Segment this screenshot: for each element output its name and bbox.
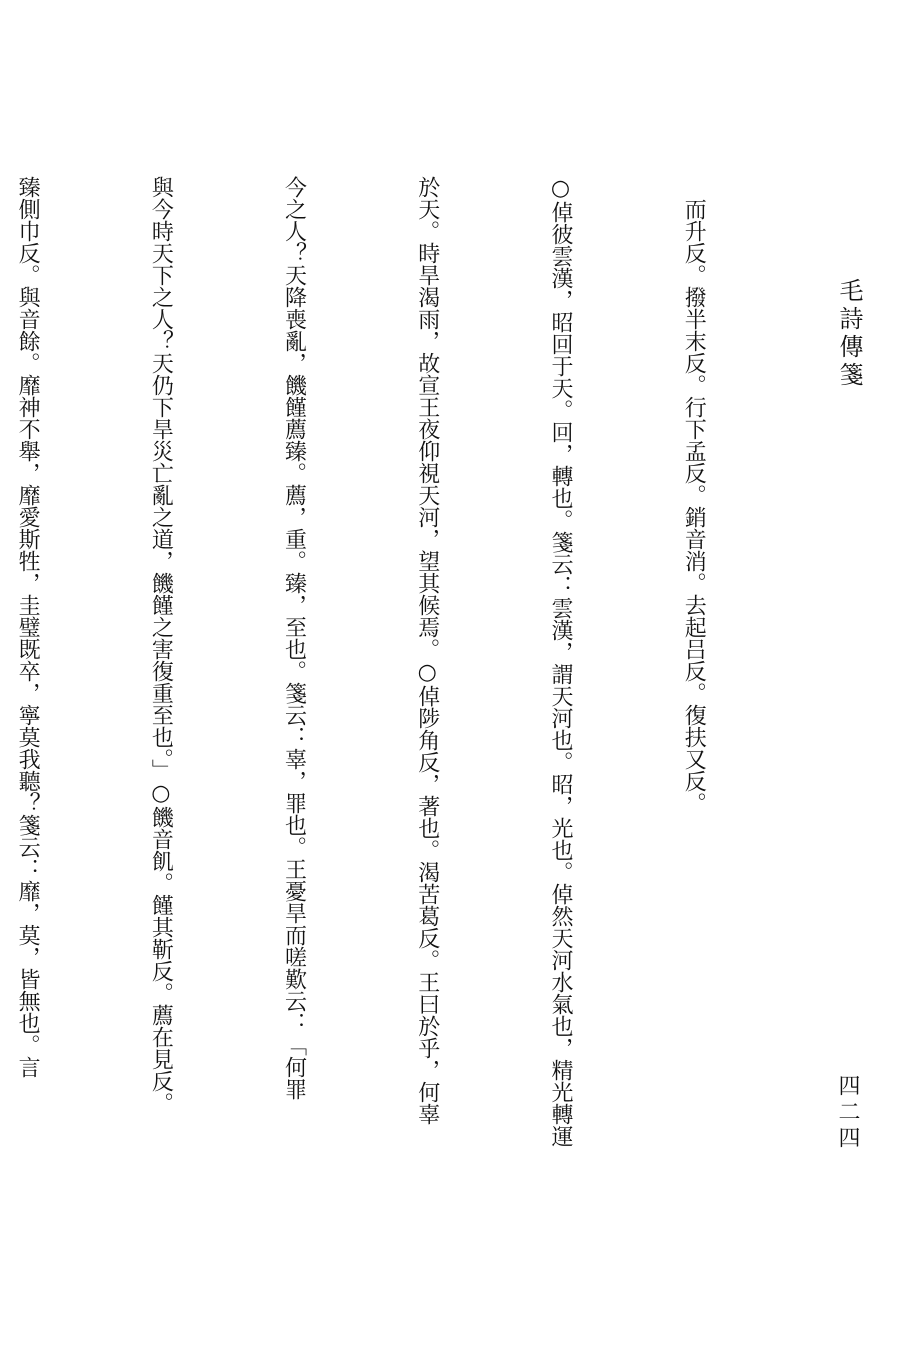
text-body xyxy=(15,176,804,1310)
text-line: 而升反。撥半末反。行下孟反。銷音消。去起吕反。復扶又反。 xyxy=(681,176,707,814)
text-line: 於天。時旱渴雨，故宣王夜仰視天河，望其候焉。○倬陟角反，著也。渴苦葛反。王曰於乎，何辜 xyxy=(414,176,440,1125)
text-line: 與今時天下之人？天仍下旱災亡亂之道，饑饉之害復重至也。」○饑音飢。饉其靳反。薦在見反。 xyxy=(148,176,174,1114)
text-line: 今之人？天降喪亂，饑饉薦臻。薦，重。臻，至也。箋云：辜，罪也。王憂旱而嗟歎云：「何罪 xyxy=(281,176,307,1100)
text-line: 臻側巾反。與音餘。靡神不舉，靡愛斯牲，圭璧既卒，寧莫我聽？箋云：靡，莫，皆無也。言 xyxy=(15,176,41,1078)
running-title: 毛詩傳箋 xyxy=(835,278,863,390)
page-number: 四二四 xyxy=(835,1074,860,1152)
text-line: ○倬彼雲漢，昭回于天。回，轉也。箋云：雲漢，謂天河也。昭，光也。倬然天河水氣也，精光轉運 xyxy=(547,176,573,1147)
